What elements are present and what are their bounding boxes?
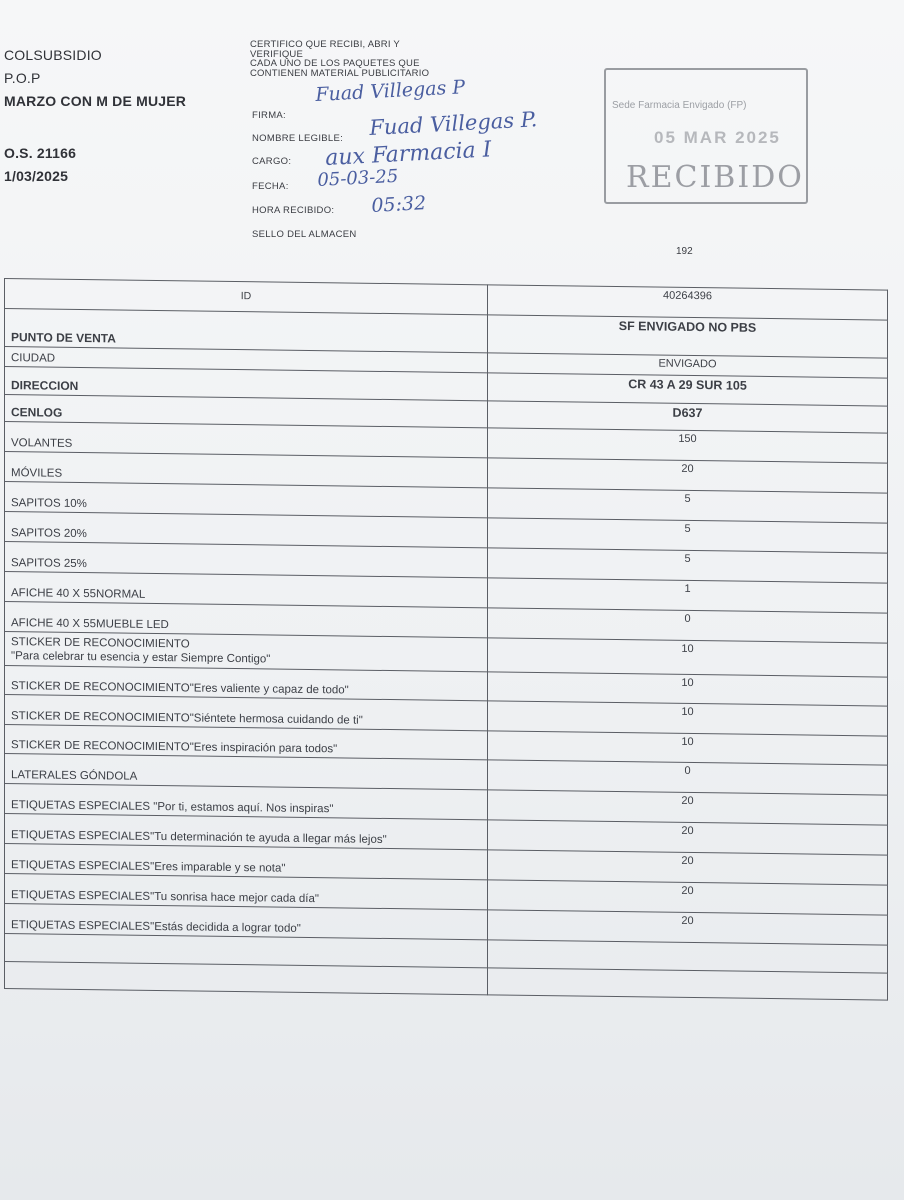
row-label-text: CENLOG bbox=[11, 405, 63, 420]
sello-label: SELLO DEL ALMACEN bbox=[252, 229, 357, 240]
row-label-text: SAPITOS 20% bbox=[11, 527, 87, 541]
row-value: 20 bbox=[488, 820, 888, 855]
row-label-text: MÓVILES bbox=[11, 467, 63, 480]
row-label-text: AFICHE 40 X 55MUEBLE LED bbox=[11, 617, 169, 632]
stamp-header-text: Sede Farmacia Envigado (FP) bbox=[612, 100, 747, 111]
org-name: COLSUBSIDIO bbox=[4, 47, 102, 63]
row-value bbox=[488, 968, 888, 1000]
handwritten-cargo: aux Farmacia I bbox=[324, 137, 493, 171]
row-value: D637 bbox=[488, 401, 888, 433]
row-value: 0 bbox=[488, 760, 888, 795]
row-value: 20 bbox=[488, 850, 888, 885]
row-value: 20 bbox=[488, 880, 888, 915]
row-label-text: ETIQUETAS ESPECIALES"Tu determinación te ayuda a llegar más lejos" bbox=[11, 829, 387, 847]
row-label-text: ETIQUETAS ESPECIALES"Tu sonrisa hace mejor cada día" bbox=[11, 889, 319, 906]
row-label bbox=[5, 309, 488, 353]
row-value: 20 bbox=[488, 458, 888, 493]
row-label-text: ID bbox=[240, 289, 252, 302]
certificate-text bbox=[250, 40, 429, 78]
fecha-label: FECHA: bbox=[252, 181, 289, 192]
certificate-line: CONTIENEN MATERIAL PUBLICITARIO bbox=[250, 67, 430, 79]
nombre-label: NOMBRE LEGIBLE: bbox=[252, 133, 344, 144]
stamp-word: RECIBIDO bbox=[626, 160, 804, 195]
certificate-line: CERTIFICO QUE RECIBI, ABRI Y bbox=[250, 39, 400, 50]
row-value: 5 bbox=[488, 488, 888, 523]
row-label-text: ETIQUETAS ESPECIALES"Eres imparable y se nota" bbox=[11, 859, 286, 875]
row-value: 20 bbox=[488, 910, 888, 945]
row-value: 10 bbox=[488, 638, 888, 677]
page-number: 192 bbox=[676, 246, 693, 257]
row-value: 10 bbox=[488, 731, 888, 765]
row-label-text: CIUDAD bbox=[11, 352, 56, 365]
row-label-text: AFICHE 40 X 55NORMAL bbox=[11, 587, 146, 601]
order-date: 1/03/2025 bbox=[4, 168, 69, 184]
department: P.O.P bbox=[4, 70, 41, 86]
row-value: 40264396 bbox=[488, 285, 888, 320]
row-label-text: DIRECCION bbox=[11, 378, 79, 393]
row-value: 10 bbox=[488, 701, 888, 736]
row-value: 5 bbox=[488, 548, 888, 583]
row-label-text: LATERALES GÓNDOLA bbox=[11, 769, 138, 783]
row-value: 150 bbox=[488, 428, 888, 463]
handwritten-name: Fuad Villegas P. bbox=[368, 107, 538, 140]
row-value: ENVIGADO bbox=[488, 353, 888, 378]
campaign-name: MARZO CON M DE MUJER bbox=[4, 93, 187, 109]
row-value: 20 bbox=[488, 790, 888, 825]
row-label-text: STICKER DE RECONOCIMIENTO"Siéntete hermosa cuidando de ti" bbox=[11, 710, 363, 727]
row-label-text: PUNTO DE VENTA bbox=[11, 330, 116, 346]
materials-table bbox=[4, 278, 888, 1001]
row-value: 1 bbox=[488, 578, 888, 613]
row-label-text: SAPITOS 10% bbox=[11, 497, 87, 511]
firma-label: FIRMA: bbox=[252, 110, 286, 121]
handwritten-time: 05:32 bbox=[370, 192, 427, 217]
row-value: 0 bbox=[488, 608, 888, 643]
handwritten-date: 05-03-25 bbox=[316, 165, 399, 191]
row-label-text: SAPITOS 25% bbox=[11, 557, 87, 571]
received-stamp bbox=[604, 68, 808, 204]
certificate-line: CADA UNO DE LOS PAQUETES QUE bbox=[250, 58, 420, 69]
cargo-label: CARGO: bbox=[252, 156, 292, 167]
header-block bbox=[4, 44, 186, 188]
hora-label: HORA RECIBIDO: bbox=[252, 205, 335, 216]
signature: Fuad Villegas P bbox=[314, 76, 466, 106]
row-label-text bbox=[11, 986, 481, 992]
row-label-text: STICKER DE RECONOCIMIENTO"Eres inspiración para todos" bbox=[11, 739, 338, 756]
order-number: O.S. 21166 bbox=[4, 145, 77, 161]
row-value: 10 bbox=[488, 672, 888, 706]
row-label-text: "Para celebrar tu esencia y estar Siempre Contigo" bbox=[11, 650, 271, 666]
row-value: CR 43 A 29 SUR 105 bbox=[488, 373, 888, 406]
row-label-text: VOLANTES bbox=[11, 437, 73, 450]
row-label bbox=[5, 962, 488, 995]
row-label-text: ETIQUETAS ESPECIALES"Estás decidida a lograr todo" bbox=[11, 919, 301, 935]
row-value: SF ENVIGADO NO PBS bbox=[488, 315, 888, 358]
row-value: 5 bbox=[488, 518, 888, 553]
row-label-text: STICKER DE RECONOCIMIENTO bbox=[11, 636, 190, 651]
stamp-date: 05 MAR 2025 bbox=[654, 128, 781, 147]
row-label-text: ETIQUETAS ESPECIALES "Por ti, estamos aquí. Nos inspiras" bbox=[11, 799, 334, 816]
certificate-line: VERIFIQUE bbox=[250, 48, 304, 60]
row-label-text: STICKER DE RECONOCIMIENTO"Eres valiente y capaz de todo" bbox=[11, 680, 349, 697]
